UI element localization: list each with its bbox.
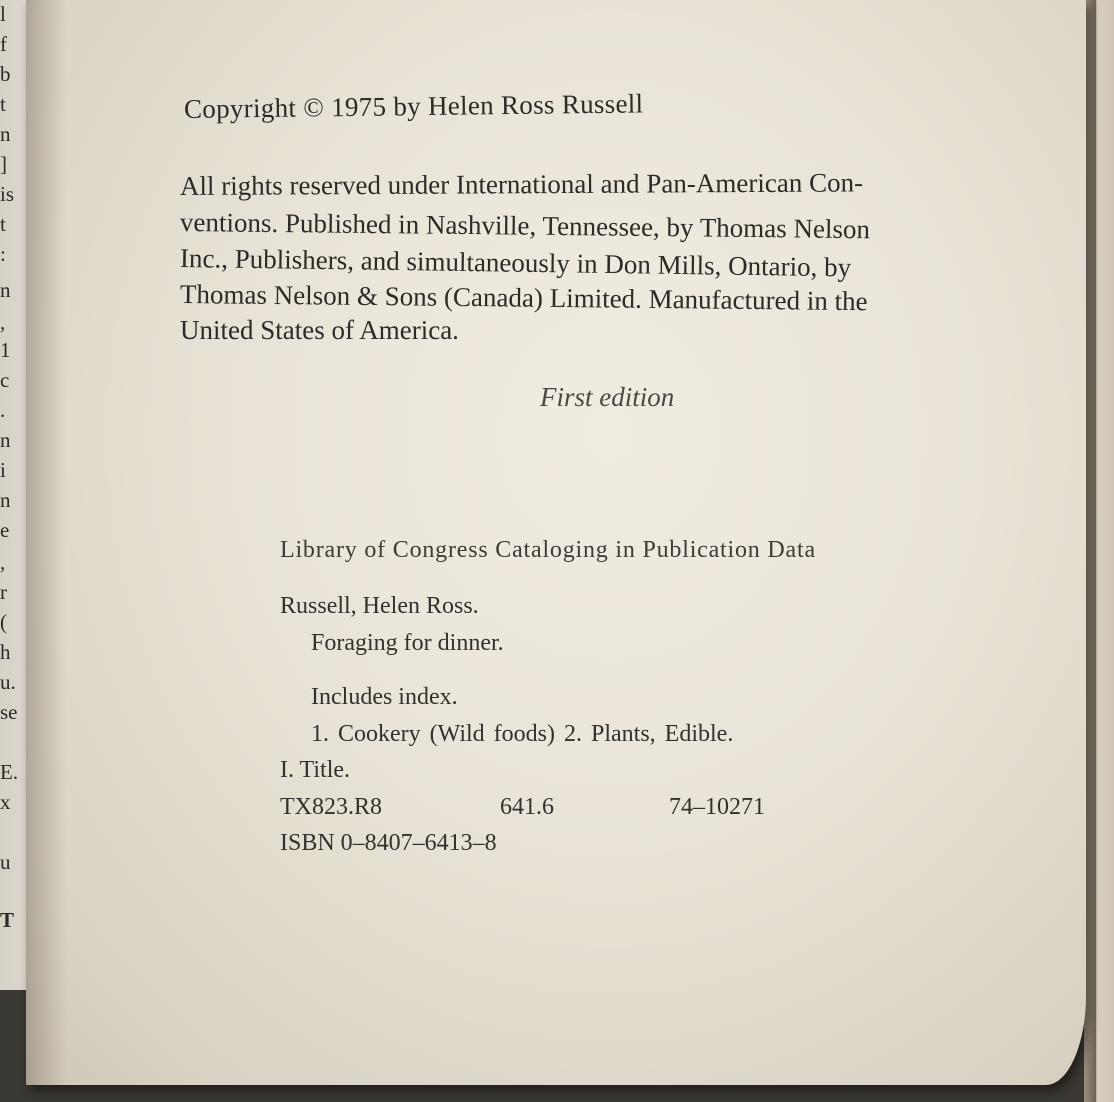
previous-page-fragment: 1 (0, 338, 11, 362)
cataloging-isbn: ISBN 0–8407–6413–8 (280, 830, 497, 856)
previous-page-fragment: ( (0, 610, 7, 634)
previous-page-fragment: x (0, 790, 11, 814)
copyright-notice: Copyright © 1975 by Helen Ross Russell (183, 88, 644, 124)
previous-page-fragment: c (0, 368, 10, 392)
previous-page-fragment: se (0, 700, 18, 724)
previous-page-fragment: b (0, 62, 11, 86)
previous-page-fragment: n (0, 488, 11, 512)
previous-page-fragment: f (0, 32, 7, 56)
rights-line: Thomas Nelson & Sons (Canada) Limited. Manufactured in the (179, 279, 868, 317)
previous-page-fragment: u (0, 850, 11, 874)
previous-page-fragment: h (0, 640, 11, 664)
rights-line: ventions. Published in Nashville, Tennessee, by Thomas Nelson (179, 207, 871, 245)
previous-page-fragment: is (0, 182, 15, 206)
previous-page-fragment: t (0, 92, 6, 116)
cataloging-subjects: 1. Cookery (Wild foods) 2. Plants, Edible. (311, 721, 734, 747)
previous-page-fragment: ] (0, 152, 7, 176)
rights-line: All rights reserved under International and Pan-American Con- (179, 167, 864, 201)
cataloging-heading: Library of Congress Cataloging in Publication Data (280, 537, 816, 563)
cataloging-lccn: 74–10271 (669, 794, 765, 820)
previous-page-fragment: n (0, 428, 11, 452)
cataloging-title: Foraging for dinner. (311, 630, 504, 656)
rights-line: Inc., Publishers, and simultaneously in Don Mills, Ontario, by (179, 243, 852, 283)
previous-page-fragment: E. (0, 760, 19, 784)
previous-page-fragment: T (0, 908, 15, 932)
previous-page-fragment: . (0, 398, 6, 422)
copyright-page (26, 0, 1086, 1085)
cataloging-note: Includes index. (311, 684, 458, 710)
previous-page-fragment: : (0, 242, 6, 266)
cataloging-author: Russell, Helen Ross. (280, 593, 479, 619)
previous-page-fragment: , (0, 310, 6, 334)
previous-page-fragment: u. (0, 670, 16, 694)
cataloging-classification: 641.6 (500, 794, 554, 820)
edition-label: First edition (540, 382, 675, 412)
cataloging-added-entry: I. Title. (280, 757, 351, 783)
previous-page-fragment: n (0, 122, 11, 146)
cataloging-call-number: TX823.R8 (280, 794, 382, 820)
previous-page-fragment: , (0, 550, 6, 574)
next-page-edge (1084, 0, 1114, 1102)
previous-page-fragment: e (0, 518, 10, 542)
previous-page-fragment: t (0, 212, 6, 236)
previous-page-fragment: n (0, 278, 11, 302)
previous-page-fragment: l (0, 2, 6, 26)
previous-page-fragment: r (0, 580, 7, 604)
previous-page-fragment: i (0, 458, 6, 482)
rights-line: United States of America. (180, 315, 459, 345)
rights-statement (180, 168, 870, 348)
